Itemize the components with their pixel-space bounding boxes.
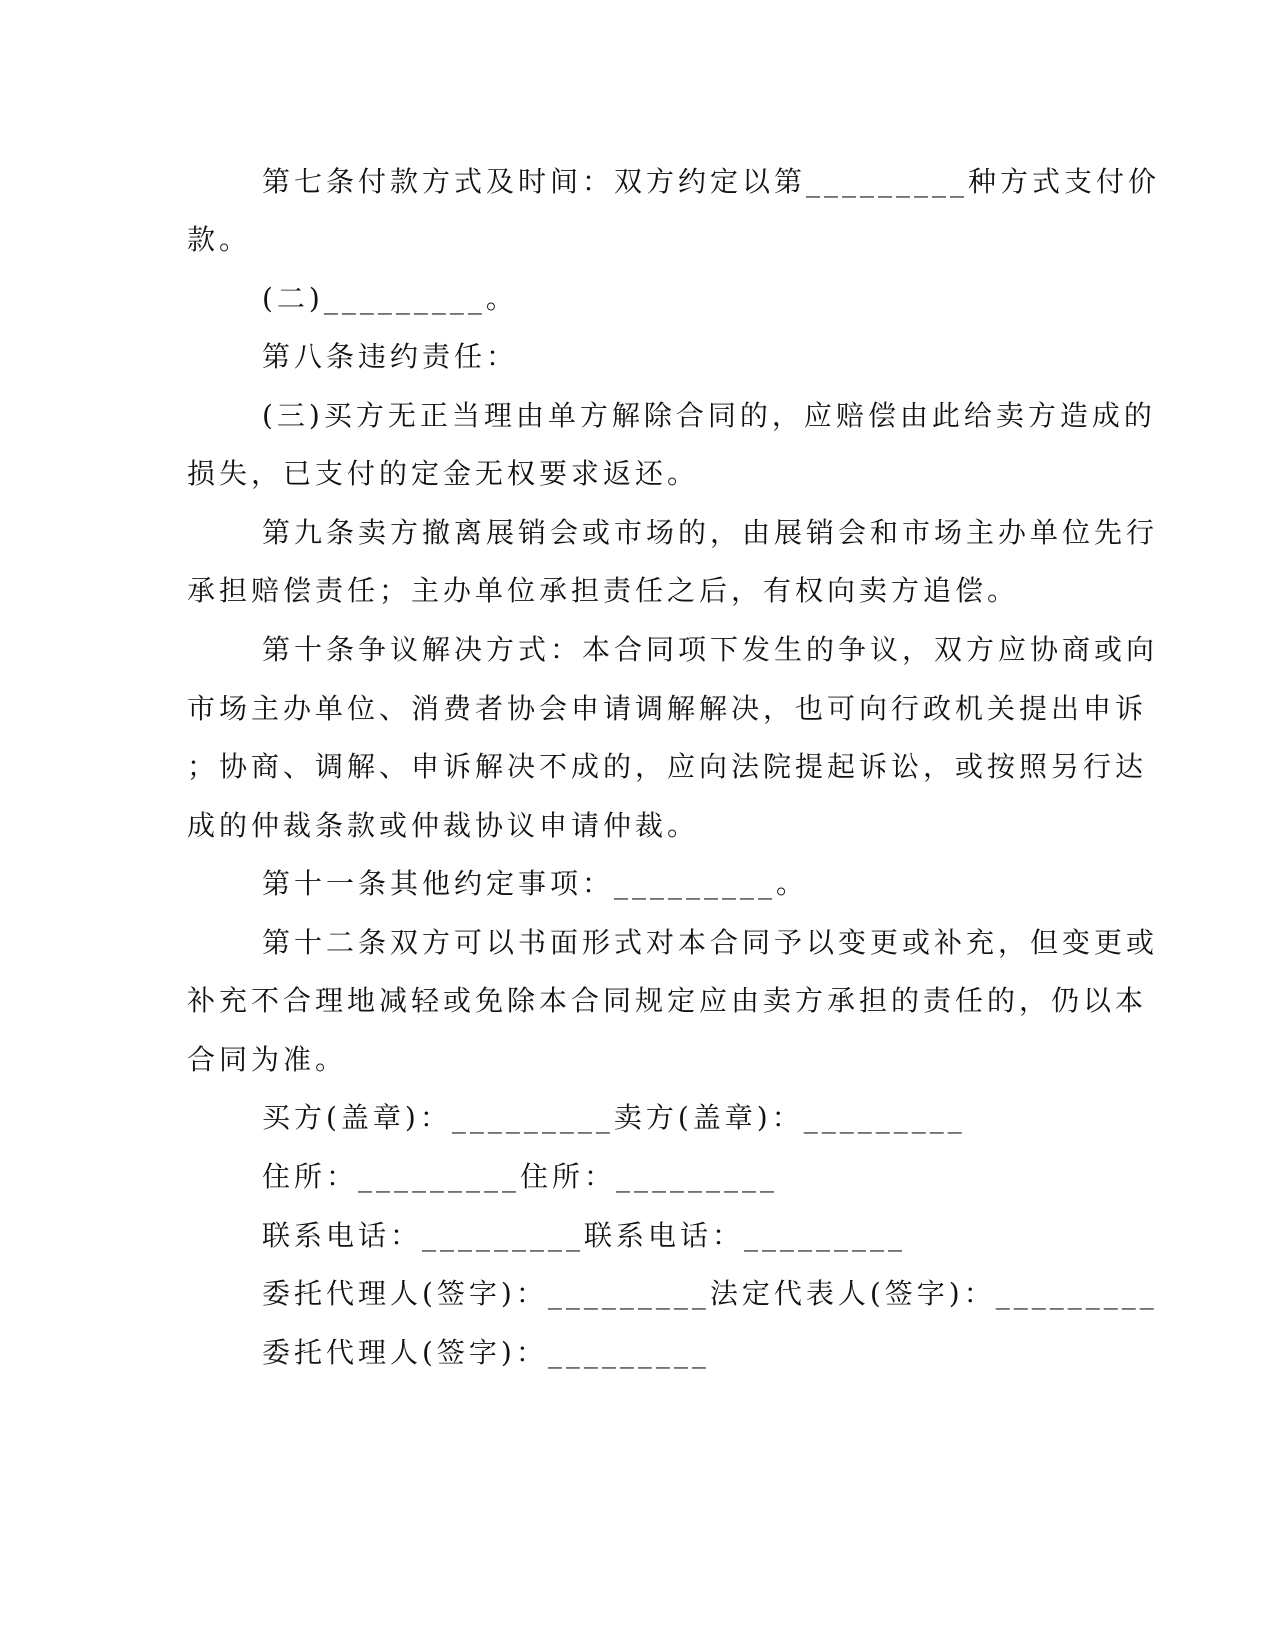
signature-address-line: 住所：_________住所：_________: [262, 1160, 779, 1193]
article-9-line-2: 承担赔偿责任；主办单位承担责任之后，有权向卖方追偿。: [187, 574, 1020, 607]
article-12-line-2: 补充不合理地减轻或免除本合同规定应由卖方承担的责任的，仍以本: [187, 984, 1148, 1017]
article-10-line-1: 第十条争议解决方式：本合同项下发生的争议，双方应协商或向: [262, 633, 1159, 666]
article-10-line-4: 成的仲裁条款或仲裁协议申请仲裁。: [187, 809, 700, 842]
article-8-heading: 第八条违约责任：: [262, 340, 519, 373]
clause-2-line: (二)_________。: [262, 282, 518, 315]
article-11-line: 第十一条其他约定事项：_________。: [262, 867, 809, 900]
signature-phone-line: 联系电话：_________联系电话：_________: [262, 1219, 907, 1252]
signature-agent-line: 委托代理人(签字)：_________法定代表人(签字)：_________: [262, 1277, 1158, 1310]
article-7-line-1: 第七条付款方式及时间：双方约定以第_________种方式支付价: [262, 165, 1161, 198]
article-10-line-2: 市场主办单位、消费者协会申请调解解决，也可向行政机关提出申诉: [187, 692, 1148, 725]
signature-agent-line-2: 委托代理人(签字)：_________: [262, 1336, 710, 1369]
clause-3-line-2: 损失，已支付的定金无权要求返还。: [187, 457, 700, 490]
article-10-line-3: ；协商、调解、申诉解决不成的，应向法院提起诉讼，或按照另行达: [187, 750, 1148, 783]
article-12-line-3: 合同为准。: [187, 1043, 348, 1076]
article-9-line-1: 第九条卖方撤离展销会或市场的，由展销会和市场主办单位先行: [262, 516, 1159, 549]
signature-seal-line: 买方(盖章)：_________卖方(盖章)：_________: [262, 1101, 966, 1134]
article-12-line-1: 第十二条双方可以书面形式对本合同予以变更或补充，但变更或: [262, 926, 1159, 959]
article-7-line-2: 款。: [187, 223, 252, 256]
clause-3-line-1: (三)买方无正当理由单方解除合同的，应赔偿由此给卖方造成的: [262, 399, 1156, 432]
